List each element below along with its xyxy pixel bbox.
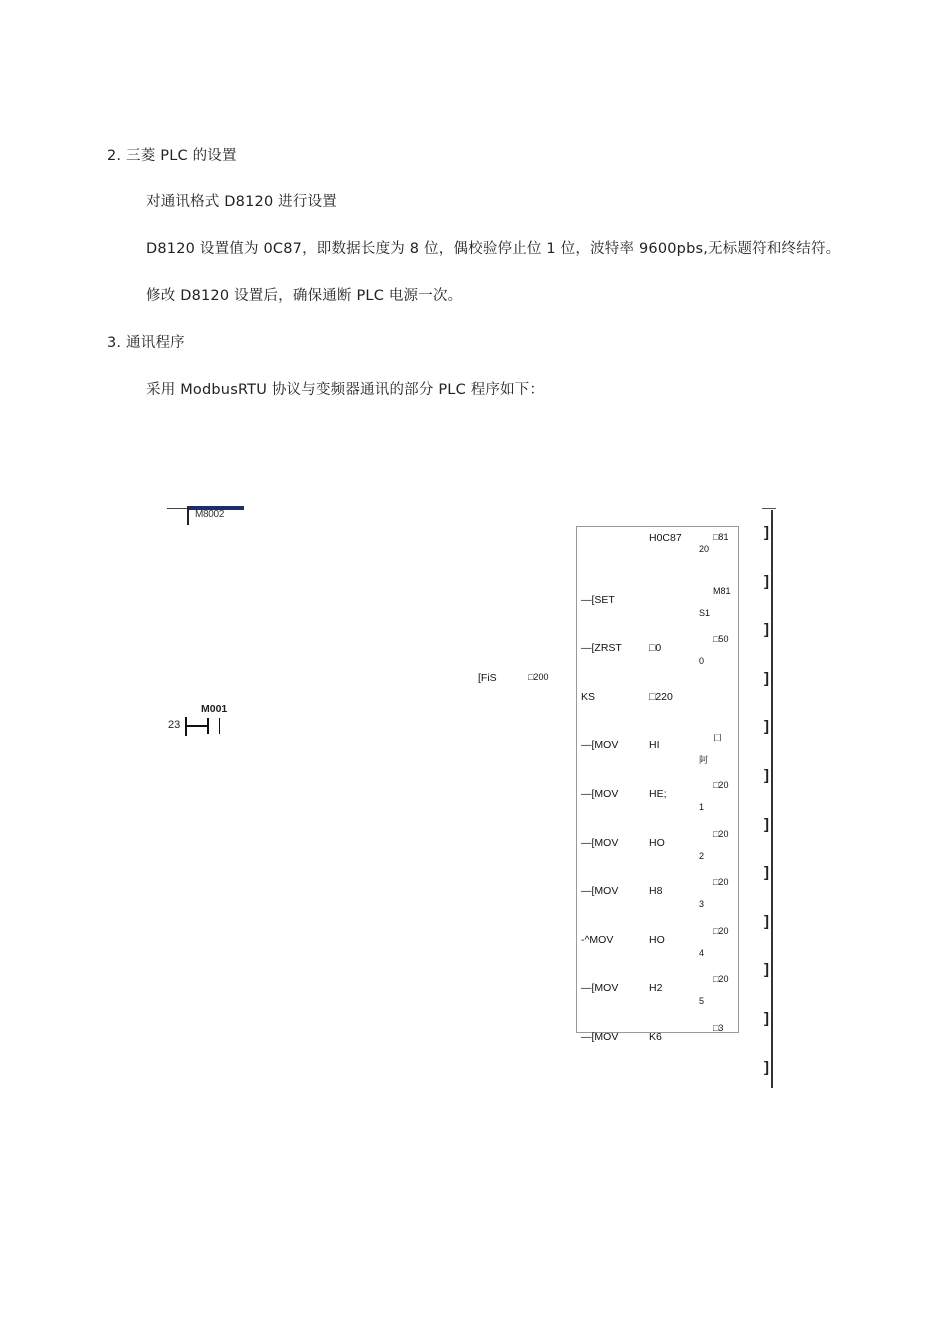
instruction-mnemonic: —[MOV — [581, 982, 619, 994]
operand-source: HE; — [649, 788, 667, 800]
m001-label: M001 — [201, 703, 228, 715]
operand-source: HO — [649, 934, 665, 946]
operand-dest-bottom: 4 — [699, 948, 705, 958]
instruction-mnemonic: -^MOV — [581, 934, 614, 946]
operand-source: HI — [649, 739, 660, 751]
operand-dest-top: □81 — [713, 532, 729, 542]
operand-dest-top: □20 — [713, 926, 729, 936]
operand-dest-top: □3 — [713, 1023, 724, 1033]
operand-dest-bottom: S1 — [699, 608, 711, 618]
operand-dest-bottom: 20 — [699, 544, 710, 554]
paragraph-power-cycle: 修改 D8120 设置后，确保通断 PLC 电源一次。 — [146, 288, 463, 304]
paragraph-d8120-value: D8120 设置值为 0C87，即数据长度为 8 位，偶校验停止位 1 位，波特率 9600pbs,无标题符和终结符。 — [146, 241, 841, 257]
rung-end-bracket: ] — [764, 767, 769, 784]
rung-end-bracket: ] — [764, 961, 769, 978]
operand-dest-bottom: 0 — [699, 656, 705, 666]
rung-end-bracket: ] — [764, 913, 769, 930]
rung-end-bracket: ] — [764, 864, 769, 881]
operand-source: H8 — [649, 885, 663, 897]
instruction-mnemonic: —[SET — [581, 594, 615, 606]
m8002-contact — [167, 506, 244, 525]
m8002-label: M8002 — [195, 509, 225, 520]
m8002-rung-line — [167, 508, 189, 509]
instruction-mnemonic: KS — [581, 691, 596, 703]
operand-dest-top: □20 — [713, 877, 729, 887]
instruction-mnemonic: —[ZRST — [581, 642, 622, 654]
operand-source: H2 — [649, 982, 663, 994]
instruction-mnemonic: —[MOV — [581, 837, 619, 849]
instruction-mnemonic: —[MOV — [581, 1031, 619, 1043]
step-number: 23 — [168, 719, 181, 731]
operand-dest-bottom: 5 — [699, 996, 705, 1006]
operand-dest-bottom: 3 — [699, 899, 705, 909]
operand-dest-bottom: 2 — [699, 851, 705, 861]
rung-line — [186, 725, 208, 727]
operand-dest-top: □20 — [713, 780, 729, 790]
right-power-rail — [771, 510, 773, 1088]
contact-bar-right — [219, 718, 220, 734]
operand-dest-bottom: 阿 — [699, 755, 709, 765]
fis-instruction: [FiS — [478, 672, 497, 684]
section-heading-program: 3. 通讯程序 — [107, 335, 185, 351]
instruction-mnemonic: —[MOV — [581, 788, 619, 800]
m8002-contact-bar — [187, 508, 189, 525]
operand-dest-bottom: 1 — [699, 802, 705, 812]
rung-end-bracket: ] — [764, 524, 769, 541]
instruction-mnemonic: —[MOV — [581, 885, 619, 897]
rung-end-bracket: ] — [764, 718, 769, 735]
operand-dest-top: M81 — [713, 586, 731, 596]
rung-end-bracket: ] — [764, 1059, 769, 1076]
fis-operand: □200 — [528, 672, 549, 682]
rung-end-bracket: ] — [764, 670, 769, 687]
operand-dest-top: 口 — [713, 733, 723, 743]
operand-dest-top: □20 — [713, 974, 729, 984]
operand-source: H0C87 — [649, 532, 682, 544]
operand-source: K6 — [649, 1031, 662, 1043]
operand-dest-top: □50 — [713, 634, 729, 644]
operand-source: □0 — [649, 642, 662, 654]
right-rail-tick — [762, 508, 776, 509]
rung-end-bracket: ] — [764, 573, 769, 590]
rung-end-bracket: ] — [764, 1010, 769, 1027]
operand-dest-top: □20 — [713, 829, 729, 839]
rung-end-bracket: ] — [764, 816, 769, 833]
operand-source: □220 — [649, 691, 673, 703]
contact-bar-left — [207, 718, 209, 734]
rung-end-bracket: ] — [764, 621, 769, 638]
instruction-mnemonic: —[MOV — [581, 739, 619, 751]
operand-source: HO — [649, 837, 665, 849]
paragraph-program-intro: 采用 ModbusRTU 协议与变频器通讯的部分 PLC 程序如下： — [146, 382, 545, 398]
section-heading-plc-settings: 2. 三菱 PLC 的设置 — [107, 148, 237, 164]
paragraph-d8120-intro: 对通讯格式 D8120 进行设置 — [146, 194, 337, 210]
